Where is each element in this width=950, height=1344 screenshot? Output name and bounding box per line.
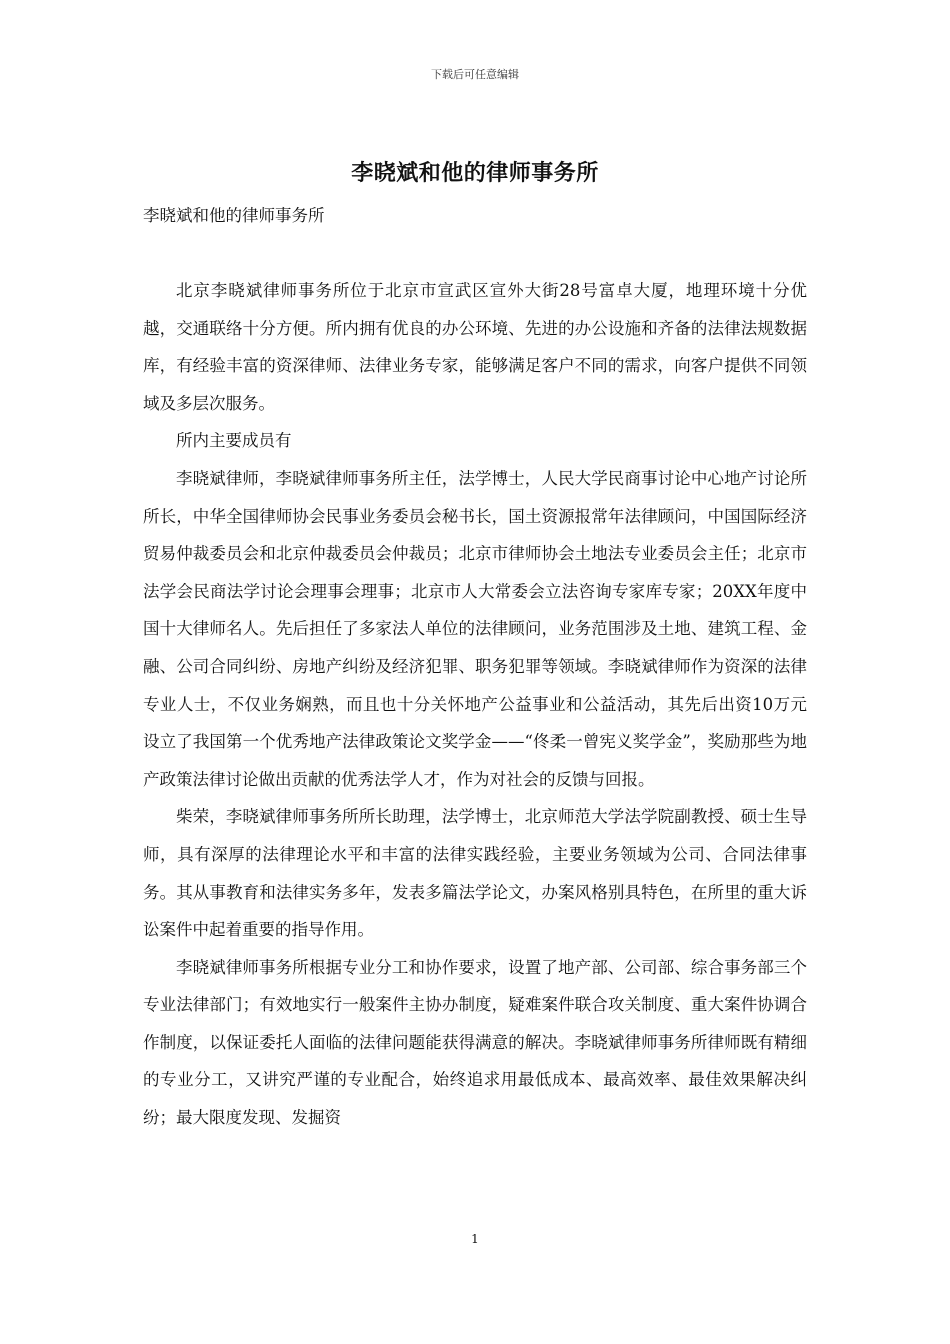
page-header-note: 下载后可任意编辑 [431,68,519,81]
paragraph-member-lixiaobin: 李晓斌律师，李晓斌律师事务所主任，法学博士，人民大学民商事讨论中心地产讨论所所长，中华全国律师协会民事业务委员会秘书长，国土资源报常年法律顾问，中国国际经济贸易仲裁委员会和北京仲裁委员会仲裁员；北京市律师协会土地法专业委员会主任；北京市法学会民商法学讨论会理事会理事；北京市人大常委会立法咨询专家库专家；20XX年度中国十大律师名人。先后担任了多家法人单位的法律顾问，业务范围涉及土地、建筑工程、金融、公司合同纠纷、房地产纠纷及经济犯罪、职务犯罪等领域。李晓斌律师作为资深的法律专业人士，不仅业务娴熟，而且也十分关怀地产公益事业和公益活动，其先后出资10万元设立了我国第一个优秀地产法律政策论文奖学金——“佟柔一曾宪义奖学金”，奖励那些为地产政策法律讨论做出贡献的优秀法学人才，作为对社会的反馈与回报。 [143,468,807,789]
page-number: 1 [471,1232,479,1246]
paragraph-member-chairong: 柴荣，李晓斌律师事务所所长助理，法学博士，北京师范大学法学院副教授、硕士生导师，具有深厚的法律理论水平和丰富的法律实践经验，主要业务领域为公司、合同法律事务。其从事教育和法律实务多年，发表多篇法学论文，办案风格别具特色，在所里的重大诉讼案件中起着重要的指导作用。 [143,807,807,940]
paragraph-members-heading: 所内主要成员有 [176,431,292,451]
document-title: 李晓斌和他的律师事务所 [351,160,599,186]
paragraph-departments: 李晓斌律师事务所根据专业分工和协作要求，设置了地产部、公司部、综合事务部三个专业法律部门；有效地实行一般案件主协办制度，疑难案件联合攻关制度、重大案件协调合作制度，以保证委托人面临的法律问题能获得满意的解决。李晓斌律师事务所律师既有精细的专业分工，又讲究严谨的专业配合，始终追求用最低成本、最高效率、最佳效果解决纠纷；最大限度发现、发掘资 [143,957,807,1128]
document-body [143,272,807,1137]
paragraph-intro: 北京李晓斌律师事务所位于北京市宣武区宣外大街28号富卓大厦，地理环境十分优越，交通联络十分方便。所内拥有优良的办公环境、先进的办公设施和齐备的法律法规数据库，有经验丰富的资深律师、法律业务专家，能够满足客户不同的需求，向客户提供不同领域及多层次服务。 [143,281,807,413]
document-subtitle: 李晓斌和他的律师事务所 [143,206,325,225]
